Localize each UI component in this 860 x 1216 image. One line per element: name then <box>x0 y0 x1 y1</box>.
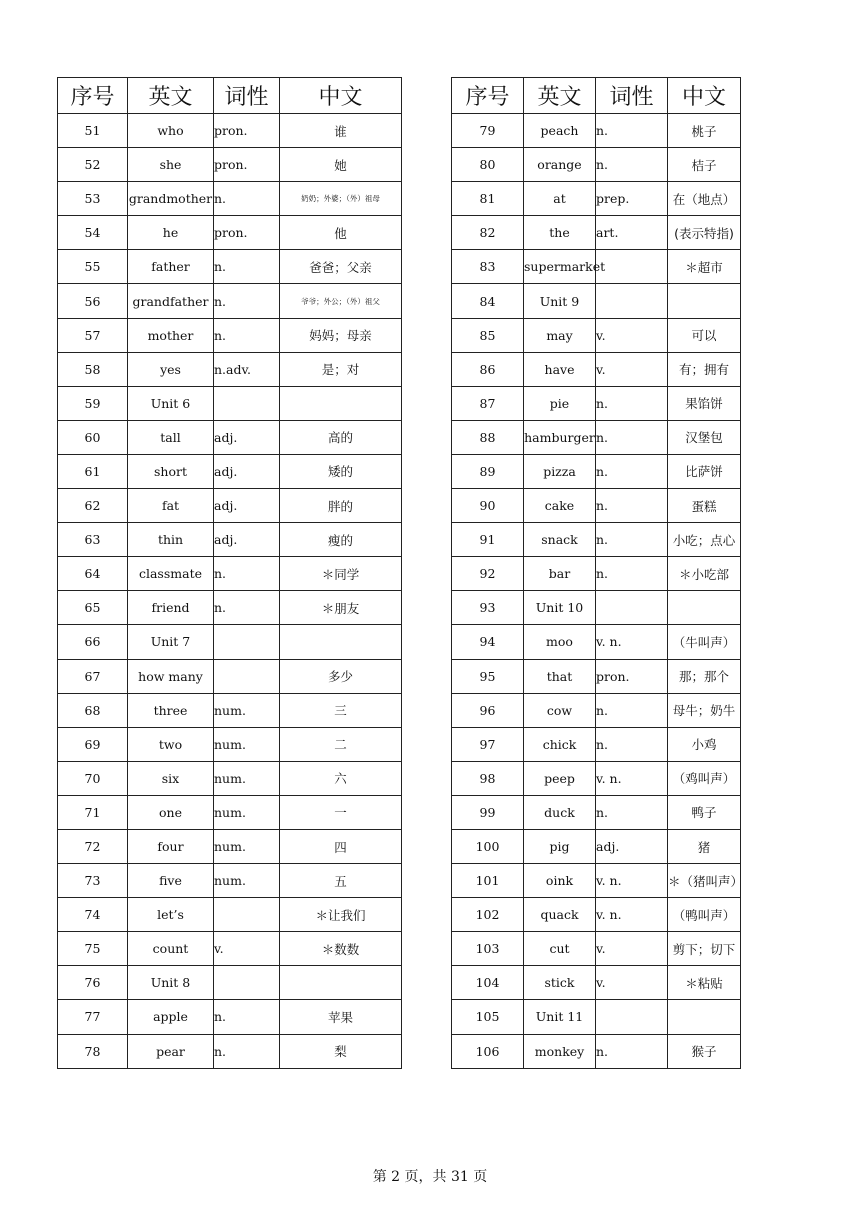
cell-num: 55 <box>58 250 128 284</box>
cell-pos <box>214 966 280 1000</box>
cell-chinese: ＊数数 <box>280 932 402 966</box>
cell-english: at <box>524 182 596 216</box>
table-row <box>452 352 741 386</box>
cell-pos <box>596 284 668 318</box>
cell-chinese: 四 <box>280 829 402 863</box>
cell-num: 71 <box>58 795 128 829</box>
cell-num: 86 <box>452 352 524 386</box>
table-row <box>58 966 402 1000</box>
cell-pos: n. <box>214 557 280 591</box>
cell-english: fat <box>128 489 214 523</box>
cell-english: duck <box>524 795 596 829</box>
table-row <box>452 761 741 795</box>
cell-num: 57 <box>58 318 128 352</box>
cell-num: 90 <box>452 489 524 523</box>
cell-chinese: 矮的 <box>280 454 402 488</box>
cell-chinese: 果馅饼 <box>668 386 741 420</box>
header-pos: 词性 <box>596 78 668 114</box>
table-row <box>58 489 402 523</box>
cell-english: snack <box>524 523 596 557</box>
cell-chinese: ＊粘贴 <box>668 966 741 1000</box>
cell-english: quack <box>524 898 596 932</box>
cell-chinese <box>668 284 741 318</box>
header-english: 英文 <box>128 78 214 114</box>
cell-pos <box>214 659 280 693</box>
cell-chinese: 他 <box>280 216 402 250</box>
table-row <box>58 591 402 625</box>
cell-chinese: 小鸡 <box>668 727 741 761</box>
cell-chinese: 一 <box>280 795 402 829</box>
table-row <box>452 114 741 148</box>
cell-num: 75 <box>58 932 128 966</box>
cell-chinese <box>280 966 402 1000</box>
cell-pos: v. n. <box>596 898 668 932</box>
vocab-table-right <box>451 77 744 1069</box>
cell-num: 62 <box>58 489 128 523</box>
cell-pos: v. n. <box>596 625 668 659</box>
cell-chinese: 有；拥有 <box>668 352 741 386</box>
table-row <box>452 489 741 523</box>
cell-english: let’s <box>128 898 214 932</box>
cell-pos: n. <box>596 795 668 829</box>
header-row <box>58 78 402 114</box>
table-row <box>452 795 741 829</box>
cell-english: tall <box>128 420 214 454</box>
cell-num: 59 <box>58 386 128 420</box>
table-row <box>452 318 741 352</box>
cell-chinese: (表示特指) <box>668 216 741 250</box>
cell-pos: n. <box>596 489 668 523</box>
cell-num: 95 <box>452 659 524 693</box>
cell-english: Unit 6 <box>128 386 214 420</box>
cell-num: 92 <box>452 557 524 591</box>
cell-pos: pron. <box>596 659 668 693</box>
cell-pos: n. <box>214 250 280 284</box>
cell-num: 84 <box>452 284 524 318</box>
table-row <box>452 250 741 284</box>
cell-num: 60 <box>58 420 128 454</box>
cell-pos: adj. <box>214 420 280 454</box>
table-row <box>452 148 741 182</box>
table-row <box>58 1034 402 1068</box>
table-row <box>58 216 402 250</box>
cell-pos: pron. <box>214 148 280 182</box>
cell-chinese: 桃子 <box>668 114 741 148</box>
header-row <box>452 78 741 114</box>
cell-num: 72 <box>58 829 128 863</box>
cell-english: pizza <box>524 454 596 488</box>
cell-num: 51 <box>58 114 128 148</box>
cell-chinese: 谁 <box>280 114 402 148</box>
cell-pos: num. <box>214 795 280 829</box>
cell-chinese <box>668 591 741 625</box>
cell-chinese: 猪 <box>668 829 741 863</box>
cell-chinese: 汉堡包 <box>668 420 741 454</box>
cell-english: yes <box>128 352 214 386</box>
cell-num: 105 <box>452 1000 524 1034</box>
cell-pos: adj. <box>214 489 280 523</box>
cell-pos: v. <box>596 318 668 352</box>
table-row <box>58 761 402 795</box>
cell-chinese: ＊同学 <box>280 557 402 591</box>
cell-english: oink <box>524 864 596 898</box>
cell-chinese <box>668 1000 741 1034</box>
cell-chinese: 可以 <box>668 318 741 352</box>
cell-english: one <box>128 795 214 829</box>
cell-english: bar <box>524 557 596 591</box>
cell-num: 104 <box>452 966 524 1000</box>
cell-english: six <box>128 761 214 795</box>
cell-pos: n. <box>596 1034 668 1068</box>
cell-pos <box>596 591 668 625</box>
cell-pos: v. <box>596 966 668 1000</box>
cell-chinese: （鸭叫声） <box>668 898 741 932</box>
cell-english: moo <box>524 625 596 659</box>
cell-chinese: 是；对 <box>280 352 402 386</box>
cell-pos: adj. <box>214 454 280 488</box>
cell-pos <box>596 250 668 284</box>
cell-pos: n. <box>214 284 280 318</box>
cell-pos: art. <box>596 216 668 250</box>
cell-english: may <box>524 318 596 352</box>
cell-english: two <box>128 727 214 761</box>
cell-num: 98 <box>452 761 524 795</box>
cell-english: Unit 10 <box>524 591 596 625</box>
table-row <box>58 148 402 182</box>
cell-pos: adj. <box>214 523 280 557</box>
cell-pos: n. <box>596 727 668 761</box>
cell-chinese: 瘦的 <box>280 523 402 557</box>
table-row <box>452 557 741 591</box>
cell-pos <box>596 1000 668 1034</box>
cell-english: Unit 8 <box>128 966 214 1000</box>
cell-chinese: 苹果 <box>280 1000 402 1034</box>
table-row <box>452 1034 741 1068</box>
table-row <box>452 625 741 659</box>
table-row <box>58 659 402 693</box>
cell-num: 76 <box>58 966 128 1000</box>
cell-pos: n. <box>214 182 280 216</box>
cell-num: 77 <box>58 1000 128 1034</box>
cell-pos: v. <box>596 932 668 966</box>
cell-english: mother <box>128 318 214 352</box>
cell-english: have <box>524 352 596 386</box>
cell-num: 70 <box>58 761 128 795</box>
cell-chinese: 在（地点） <box>668 182 741 216</box>
table-row <box>452 659 741 693</box>
cell-pos: v. <box>214 932 280 966</box>
cell-num: 80 <box>452 148 524 182</box>
cell-english: classmate <box>128 557 214 591</box>
table-row <box>58 829 402 863</box>
cell-pos: n. <box>596 114 668 148</box>
cell-num: 74 <box>58 898 128 932</box>
table-row <box>452 727 741 761</box>
cell-english: apple <box>128 1000 214 1034</box>
cell-pos: num. <box>214 727 280 761</box>
cell-english: pig <box>524 829 596 863</box>
cell-num: 101 <box>452 864 524 898</box>
cell-english: three <box>128 693 214 727</box>
cell-chinese: 剪下；切下 <box>668 932 741 966</box>
table-row <box>452 693 741 727</box>
cell-num: 99 <box>452 795 524 829</box>
table-row <box>58 557 402 591</box>
cell-pos: n. <box>214 1034 280 1068</box>
cell-num: 96 <box>452 693 524 727</box>
cell-english: Unit 7 <box>128 625 214 659</box>
cell-chinese: 爷爷；外公；（外）祖父 <box>280 284 402 318</box>
cell-num: 87 <box>452 386 524 420</box>
cell-pos: n. <box>596 148 668 182</box>
cell-num: 61 <box>58 454 128 488</box>
cell-chinese: ＊朋友 <box>280 591 402 625</box>
cell-pos: n.adv. <box>214 352 280 386</box>
cell-num: 68 <box>58 693 128 727</box>
header-pos: 词性 <box>214 78 280 114</box>
cell-chinese: 比萨饼 <box>668 454 741 488</box>
table-row <box>452 386 741 420</box>
table-row <box>58 420 402 454</box>
table-row <box>58 625 402 659</box>
cell-pos: prep. <box>596 182 668 216</box>
cell-pos: num. <box>214 864 280 898</box>
cell-num: 64 <box>58 557 128 591</box>
table-row <box>58 114 402 148</box>
cell-chinese: 五 <box>280 864 402 898</box>
cell-english: the <box>524 216 596 250</box>
cell-chinese: 三 <box>280 693 402 727</box>
table-row <box>452 898 741 932</box>
cell-num: 65 <box>58 591 128 625</box>
table-row <box>452 420 741 454</box>
cell-chinese: 六 <box>280 761 402 795</box>
cell-chinese: 小吃；点心 <box>668 523 741 557</box>
vocab-table-left <box>57 77 402 1069</box>
table-row <box>58 454 402 488</box>
cell-english: hamburger <box>524 420 596 454</box>
cell-num: 106 <box>452 1034 524 1068</box>
table-row <box>452 523 741 557</box>
cell-pos: n. <box>214 1000 280 1034</box>
cell-pos: n. <box>596 557 668 591</box>
cell-num: 81 <box>452 182 524 216</box>
cell-english: pie <box>524 386 596 420</box>
cell-pos: v. n. <box>596 864 668 898</box>
cell-chinese: （牛叫声） <box>668 625 741 659</box>
cell-english: grandmother <box>128 182 214 216</box>
table-row <box>58 693 402 727</box>
cell-english: pear <box>128 1034 214 1068</box>
cell-english: how many <box>128 659 214 693</box>
table-row <box>58 795 402 829</box>
cell-pos: n. <box>596 523 668 557</box>
cell-chinese: ＊让我们 <box>280 898 402 932</box>
cell-english: short <box>128 454 214 488</box>
table-row <box>58 182 402 216</box>
table-row <box>452 454 741 488</box>
table-row <box>452 864 741 898</box>
table-row <box>452 284 741 318</box>
cell-num: 97 <box>452 727 524 761</box>
cell-pos: pron. <box>214 216 280 250</box>
cell-num: 102 <box>452 898 524 932</box>
table-row <box>58 727 402 761</box>
cell-english: Unit 9 <box>524 284 596 318</box>
cell-english: that <box>524 659 596 693</box>
table-row <box>452 182 741 216</box>
table-row <box>58 250 402 284</box>
cell-chinese: ＊小吃部 <box>668 557 741 591</box>
table-row <box>58 523 402 557</box>
cell-pos: v. <box>596 352 668 386</box>
cell-chinese: 那；那个 <box>668 659 741 693</box>
cell-english: four <box>128 829 214 863</box>
cell-pos <box>214 625 280 659</box>
table-row <box>58 318 402 352</box>
cell-pos: n. <box>596 386 668 420</box>
table-row <box>58 1000 402 1034</box>
cell-chinese: 猴子 <box>668 1034 741 1068</box>
cell-english: who <box>128 114 214 148</box>
cell-num: 78 <box>58 1034 128 1068</box>
cell-english: count <box>128 932 214 966</box>
cell-num: 94 <box>452 625 524 659</box>
cell-chinese <box>280 386 402 420</box>
cell-english: peach <box>524 114 596 148</box>
cell-chinese: 鸭子 <box>668 795 741 829</box>
header-num: 序号 <box>58 78 128 114</box>
cell-num: 85 <box>452 318 524 352</box>
cell-num: 82 <box>452 216 524 250</box>
cell-english: grandfather <box>128 284 214 318</box>
cell-english: orange <box>524 148 596 182</box>
cell-chinese: ＊（猪叫声） <box>668 864 741 898</box>
cell-num: 79 <box>452 114 524 148</box>
cell-pos <box>214 386 280 420</box>
cell-english: father <box>128 250 214 284</box>
cell-num: 100 <box>452 829 524 863</box>
cell-chinese: 桔子 <box>668 148 741 182</box>
cell-chinese: （鸡叫声） <box>668 761 741 795</box>
cell-num: 73 <box>58 864 128 898</box>
cell-pos: pron. <box>214 114 280 148</box>
cell-num: 89 <box>452 454 524 488</box>
cell-english: he <box>128 216 214 250</box>
cell-english: chick <box>524 727 596 761</box>
cell-pos: num. <box>214 829 280 863</box>
table-row <box>58 932 402 966</box>
cell-chinese: 爸爸；父亲 <box>280 250 402 284</box>
cell-num: 54 <box>58 216 128 250</box>
cell-num: 88 <box>452 420 524 454</box>
cell-english: cake <box>524 489 596 523</box>
cell-num: 67 <box>58 659 128 693</box>
cell-pos: n. <box>214 318 280 352</box>
header-num: 序号 <box>452 78 524 114</box>
table-row <box>452 216 741 250</box>
cell-num: 83 <box>452 250 524 284</box>
cell-english: friend <box>128 591 214 625</box>
cell-chinese: 多少 <box>280 659 402 693</box>
cell-english: five <box>128 864 214 898</box>
cell-english: stick <box>524 966 596 1000</box>
cell-num: 69 <box>58 727 128 761</box>
cell-pos: n. <box>214 591 280 625</box>
cell-chinese: 奶奶；外婆；（外）祖母 <box>280 182 402 216</box>
cell-chinese: 母牛；奶牛 <box>668 693 741 727</box>
table-row <box>452 966 741 1000</box>
cell-chinese: 蛋糕 <box>668 489 741 523</box>
cell-chinese <box>280 625 402 659</box>
cell-num: 103 <box>452 932 524 966</box>
cell-english: peep <box>524 761 596 795</box>
table-row <box>452 829 741 863</box>
cell-chinese: 她 <box>280 148 402 182</box>
cell-chinese: 胖的 <box>280 489 402 523</box>
table-row <box>58 898 402 932</box>
cell-pos: n. <box>596 454 668 488</box>
cell-pos <box>214 898 280 932</box>
cell-chinese: ＊超市 <box>668 250 741 284</box>
cell-num: 58 <box>58 352 128 386</box>
table-row <box>452 932 741 966</box>
cell-pos: num. <box>214 693 280 727</box>
cell-pos: v. n. <box>596 761 668 795</box>
table-row <box>58 284 402 318</box>
table-row <box>58 386 402 420</box>
cell-pos: num. <box>214 761 280 795</box>
cell-num: 93 <box>452 591 524 625</box>
cell-num: 63 <box>58 523 128 557</box>
cell-chinese: 高的 <box>280 420 402 454</box>
header-english: 英文 <box>524 78 596 114</box>
table-row <box>452 1000 741 1034</box>
cell-num: 56 <box>58 284 128 318</box>
cell-english: cow <box>524 693 596 727</box>
cell-pos: n. <box>596 693 668 727</box>
cell-english: supermarket <box>524 250 596 284</box>
header-chinese: 中文 <box>280 78 402 114</box>
cell-english: cut <box>524 932 596 966</box>
cell-pos: n. <box>596 420 668 454</box>
cell-num: 52 <box>58 148 128 182</box>
header-chinese: 中文 <box>668 78 741 114</box>
table-row <box>58 352 402 386</box>
cell-english: Unit 11 <box>524 1000 596 1034</box>
cell-chinese: 二 <box>280 727 402 761</box>
cell-english: thin <box>128 523 214 557</box>
page-footer: 第 2 页，共 31 页 <box>372 1169 488 1185</box>
table-row <box>58 864 402 898</box>
cell-num: 91 <box>452 523 524 557</box>
cell-english: monkey <box>524 1034 596 1068</box>
cell-num: 66 <box>58 625 128 659</box>
cell-english: she <box>128 148 214 182</box>
cell-chinese: 梨 <box>280 1034 402 1068</box>
table-row <box>452 591 741 625</box>
cell-num: 53 <box>58 182 128 216</box>
cell-chinese: 妈妈；母亲 <box>280 318 402 352</box>
cell-pos: adj. <box>596 829 668 863</box>
